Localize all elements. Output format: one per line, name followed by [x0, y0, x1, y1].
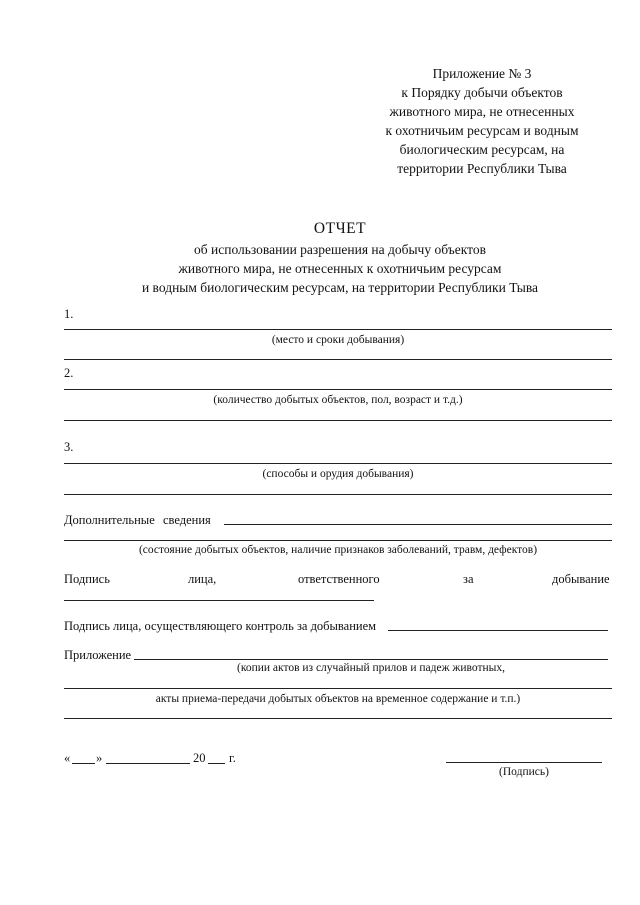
attachment-field-line[interactable]	[134, 659, 608, 660]
section-1-field-line[interactable]	[64, 329, 612, 330]
annex-line-6: территории Республики Тыва	[397, 161, 567, 176]
annex-line-1: Приложение № 3	[432, 66, 532, 81]
section-3-number: 3.	[64, 440, 74, 454]
date-year-field[interactable]	[208, 763, 225, 764]
section-1-field-line-2[interactable]	[64, 359, 612, 360]
section-2-number: 2.	[64, 366, 74, 380]
additional-info-field-line[interactable]	[224, 524, 612, 525]
signature-control-label: Подпись лица, осуществляющего контроль за добыванием	[64, 619, 377, 633]
attachment-label: Приложение	[64, 648, 132, 662]
additional-label-2: сведения	[163, 513, 211, 527]
signature-responsible-word-3: ответственного	[298, 572, 380, 586]
signature-bottom-field-line[interactable]	[446, 762, 602, 763]
date-open-quote: «	[64, 751, 71, 765]
additional-label-1: Дополнительные	[64, 513, 155, 527]
section-1-number: 1.	[64, 307, 74, 321]
report-subtitle-line-1: об использовании разрешения на добычу объектов	[194, 242, 486, 257]
signature-responsible-field-line[interactable]	[64, 600, 374, 601]
attachment-field-line-2[interactable]	[64, 688, 612, 689]
section-3-field-line-2[interactable]	[64, 494, 612, 495]
date-close-quote: »	[96, 751, 103, 765]
signature-control-field-line[interactable]	[388, 630, 608, 631]
attachment-caption-2: акты приема-передачи добытых объектов на временное содержание и т.п.)	[155, 693, 521, 705]
report-title: ОТЧЕТ	[313, 220, 367, 237]
annex-line-2: к Порядку добычи объектов	[401, 85, 563, 100]
signature-responsible-word-1: Подпись	[64, 572, 110, 586]
section-1-caption: (место и сроки добывания)	[271, 334, 405, 346]
section-2-caption: (количество добытых объектов, пол, возраст и т.д.)	[213, 394, 463, 406]
section-2-field-line[interactable]	[64, 389, 612, 390]
date-month-field[interactable]	[106, 763, 190, 764]
additional-info-field-line-2[interactable]	[64, 540, 612, 541]
attachment-field-line-3[interactable]	[64, 718, 612, 719]
section-2-field-line-2[interactable]	[64, 420, 612, 421]
annex-line-3: животного мира, не отнесенных	[389, 104, 575, 119]
annex-line-5: биологическим ресурсам, на	[399, 142, 565, 157]
signature-responsible-word-4: за	[463, 572, 474, 586]
annex-header	[360, 64, 604, 178]
date-day-field[interactable]	[72, 763, 95, 764]
report-subtitle-line-2: животного мира, не отнесенных к охотничьим ресурсам	[178, 261, 502, 276]
signature-responsible-word-2: лица,	[188, 572, 217, 586]
report-title-block	[60, 218, 620, 297]
signature-bottom-caption: (Подпись)	[499, 766, 549, 778]
attachment-caption-1: (копии актов из случайный прилов и падеж животных,	[236, 662, 505, 674]
section-3-caption: (способы и орудия добывания)	[262, 468, 414, 480]
date-year-suffix: г.	[229, 751, 236, 765]
section-3-field-line[interactable]	[64, 463, 612, 464]
report-subtitle-line-3: и водным биологическим ресурсам, на территории Республики Тыва	[141, 280, 539, 295]
date-year-prefix: 20	[193, 751, 206, 765]
annex-line-4: к охотничьим ресурсам и водным	[385, 123, 579, 138]
signature-responsible-word-5: добывание	[552, 572, 610, 586]
additional-caption: (состояние добытых объектов, наличие признаков заболеваний, травм, дефектов)	[138, 544, 538, 556]
